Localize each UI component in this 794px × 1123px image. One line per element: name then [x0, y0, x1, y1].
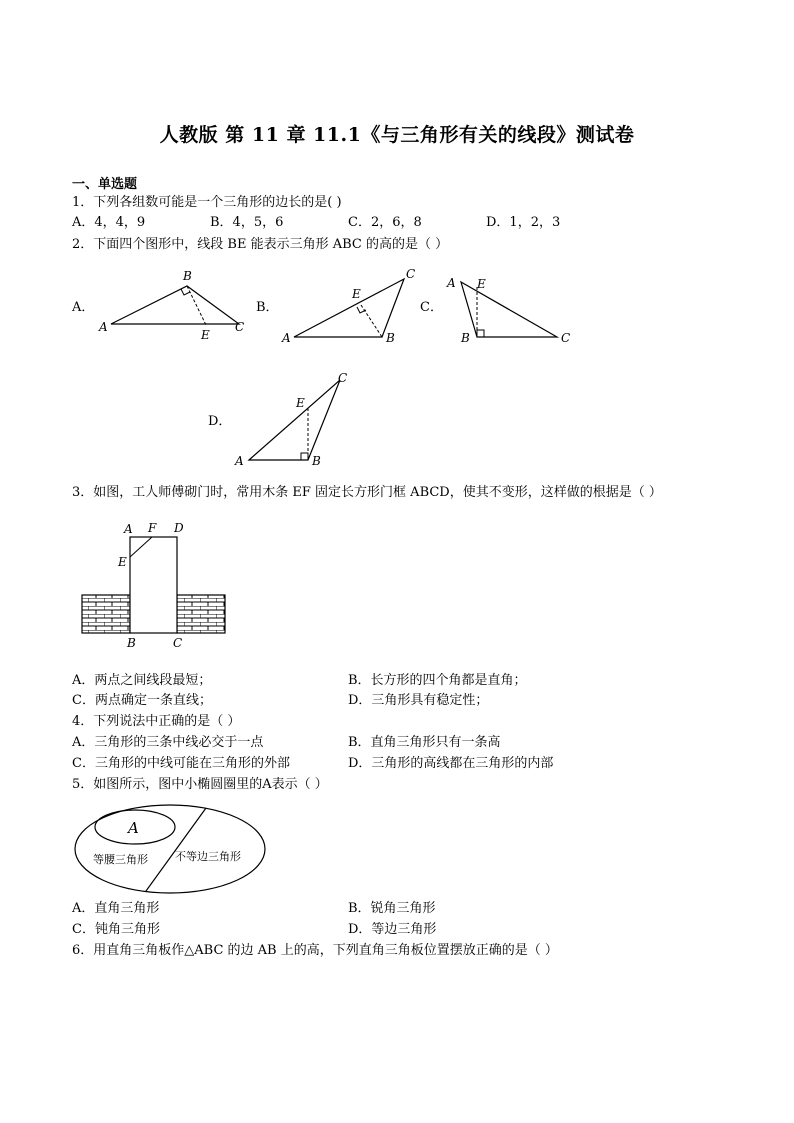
question-3-option-c[interactable]: C．两点确定一条直线；: [72, 693, 212, 708]
question-2-option-c[interactable]: C．: [420, 300, 443, 315]
label-b: B: [461, 331, 470, 345]
label-f: F: [148, 521, 157, 535]
question-4-option-d[interactable]: D．三角形的高线都在三角形的内部: [348, 756, 554, 771]
label-a: A: [447, 276, 456, 290]
label-c: C: [235, 320, 245, 334]
question-3-option-a[interactable]: A．两点之间线段最短；: [72, 673, 212, 688]
question-3-option-d[interactable]: D．三角形具有稳定性；: [348, 693, 489, 708]
label-e: E: [296, 396, 305, 410]
label-b: B: [183, 269, 192, 283]
label-c: C: [561, 331, 571, 345]
question-5-stem: 5．如图所示，图中小椭圆圈里的A表示（ ）: [72, 777, 328, 792]
label-e: E: [118, 555, 127, 569]
label-d: D: [174, 521, 184, 535]
label-e: E: [201, 328, 210, 342]
question-6-stem: 6．用直角三角板作△ABC 的边 AB 上的高，下列直角三角板位置摆放正确的是（ ）: [72, 943, 558, 958]
question-5-option-a[interactable]: A．直角三角形: [72, 901, 160, 916]
figure-2b: [280, 265, 430, 350]
label-a: A: [235, 454, 244, 468]
label-b: B: [386, 331, 395, 345]
question-5-option-b[interactable]: B．锐角三角形: [348, 901, 436, 916]
label-b: B: [127, 636, 136, 650]
question-2-stem: 2．下面四个图形中，线段 BE 能表示三角形 ABC 的高的是（ ）: [72, 237, 449, 252]
question-1-stem: 1．下列各组数可能是一个三角形的边长的是( ): [72, 195, 342, 210]
question-4-option-b[interactable]: B．直角三角形只有一条高: [348, 735, 501, 750]
label-c: C: [406, 267, 416, 281]
figure-5-venn: [72, 800, 272, 900]
figure-2c: [443, 270, 578, 350]
question-4-option-c[interactable]: C．三角形的中线可能在三角形的外部: [72, 756, 290, 771]
question-2-option-d[interactable]: D．: [208, 414, 232, 429]
question-1-option-c[interactable]: C．2，6，8: [348, 215, 422, 230]
label-e: E: [352, 287, 361, 301]
question-1-option-b[interactable]: B．4，5，6: [210, 215, 284, 230]
label-e: E: [477, 277, 486, 291]
venn-label-a: A: [128, 819, 139, 837]
figure-2a: [95, 265, 255, 345]
question-4-stem: 4．下列说法中正确的是（ ）: [72, 714, 241, 729]
question-3-stem: 3．如图，工人师傅砌门时，常用木条 EF 固定长方形门框 ABCD，使其不变形，这样做的根据是（ ）: [72, 485, 662, 500]
question-2-option-a[interactable]: A．: [72, 300, 95, 315]
figure-3-door: [72, 518, 237, 653]
label-a: A: [282, 331, 291, 345]
label-b: B: [312, 454, 321, 468]
label-a: A: [99, 320, 108, 334]
label-c: C: [338, 371, 348, 385]
question-1-option-a[interactable]: A．4，4，9: [72, 215, 146, 230]
question-2-option-b[interactable]: B．: [256, 300, 279, 315]
question-5-option-c[interactable]: C．钝角三角形: [72, 922, 160, 937]
question-4-option-a[interactable]: A．三角形的三条中线必交于一点: [72, 735, 264, 750]
venn-label-scalene: 不等边三角形: [175, 850, 241, 863]
label-c: C: [173, 636, 183, 650]
question-5-option-d[interactable]: D．等边三角形: [348, 922, 437, 937]
venn-label-isosceles: 等腰三角形: [93, 853, 148, 866]
question-1-option-d[interactable]: D．1，2，3: [486, 215, 561, 230]
page-title: 人教版 第 11 章 11.1《与三角形有关的线段》测试卷: [159, 124, 635, 146]
figure-2d: [232, 368, 362, 468]
section-heading: 一、单选题: [72, 177, 138, 192]
question-3-option-b[interactable]: B．长方形的四个角都是直角；: [348, 673, 527, 688]
label-a: A: [124, 522, 133, 536]
